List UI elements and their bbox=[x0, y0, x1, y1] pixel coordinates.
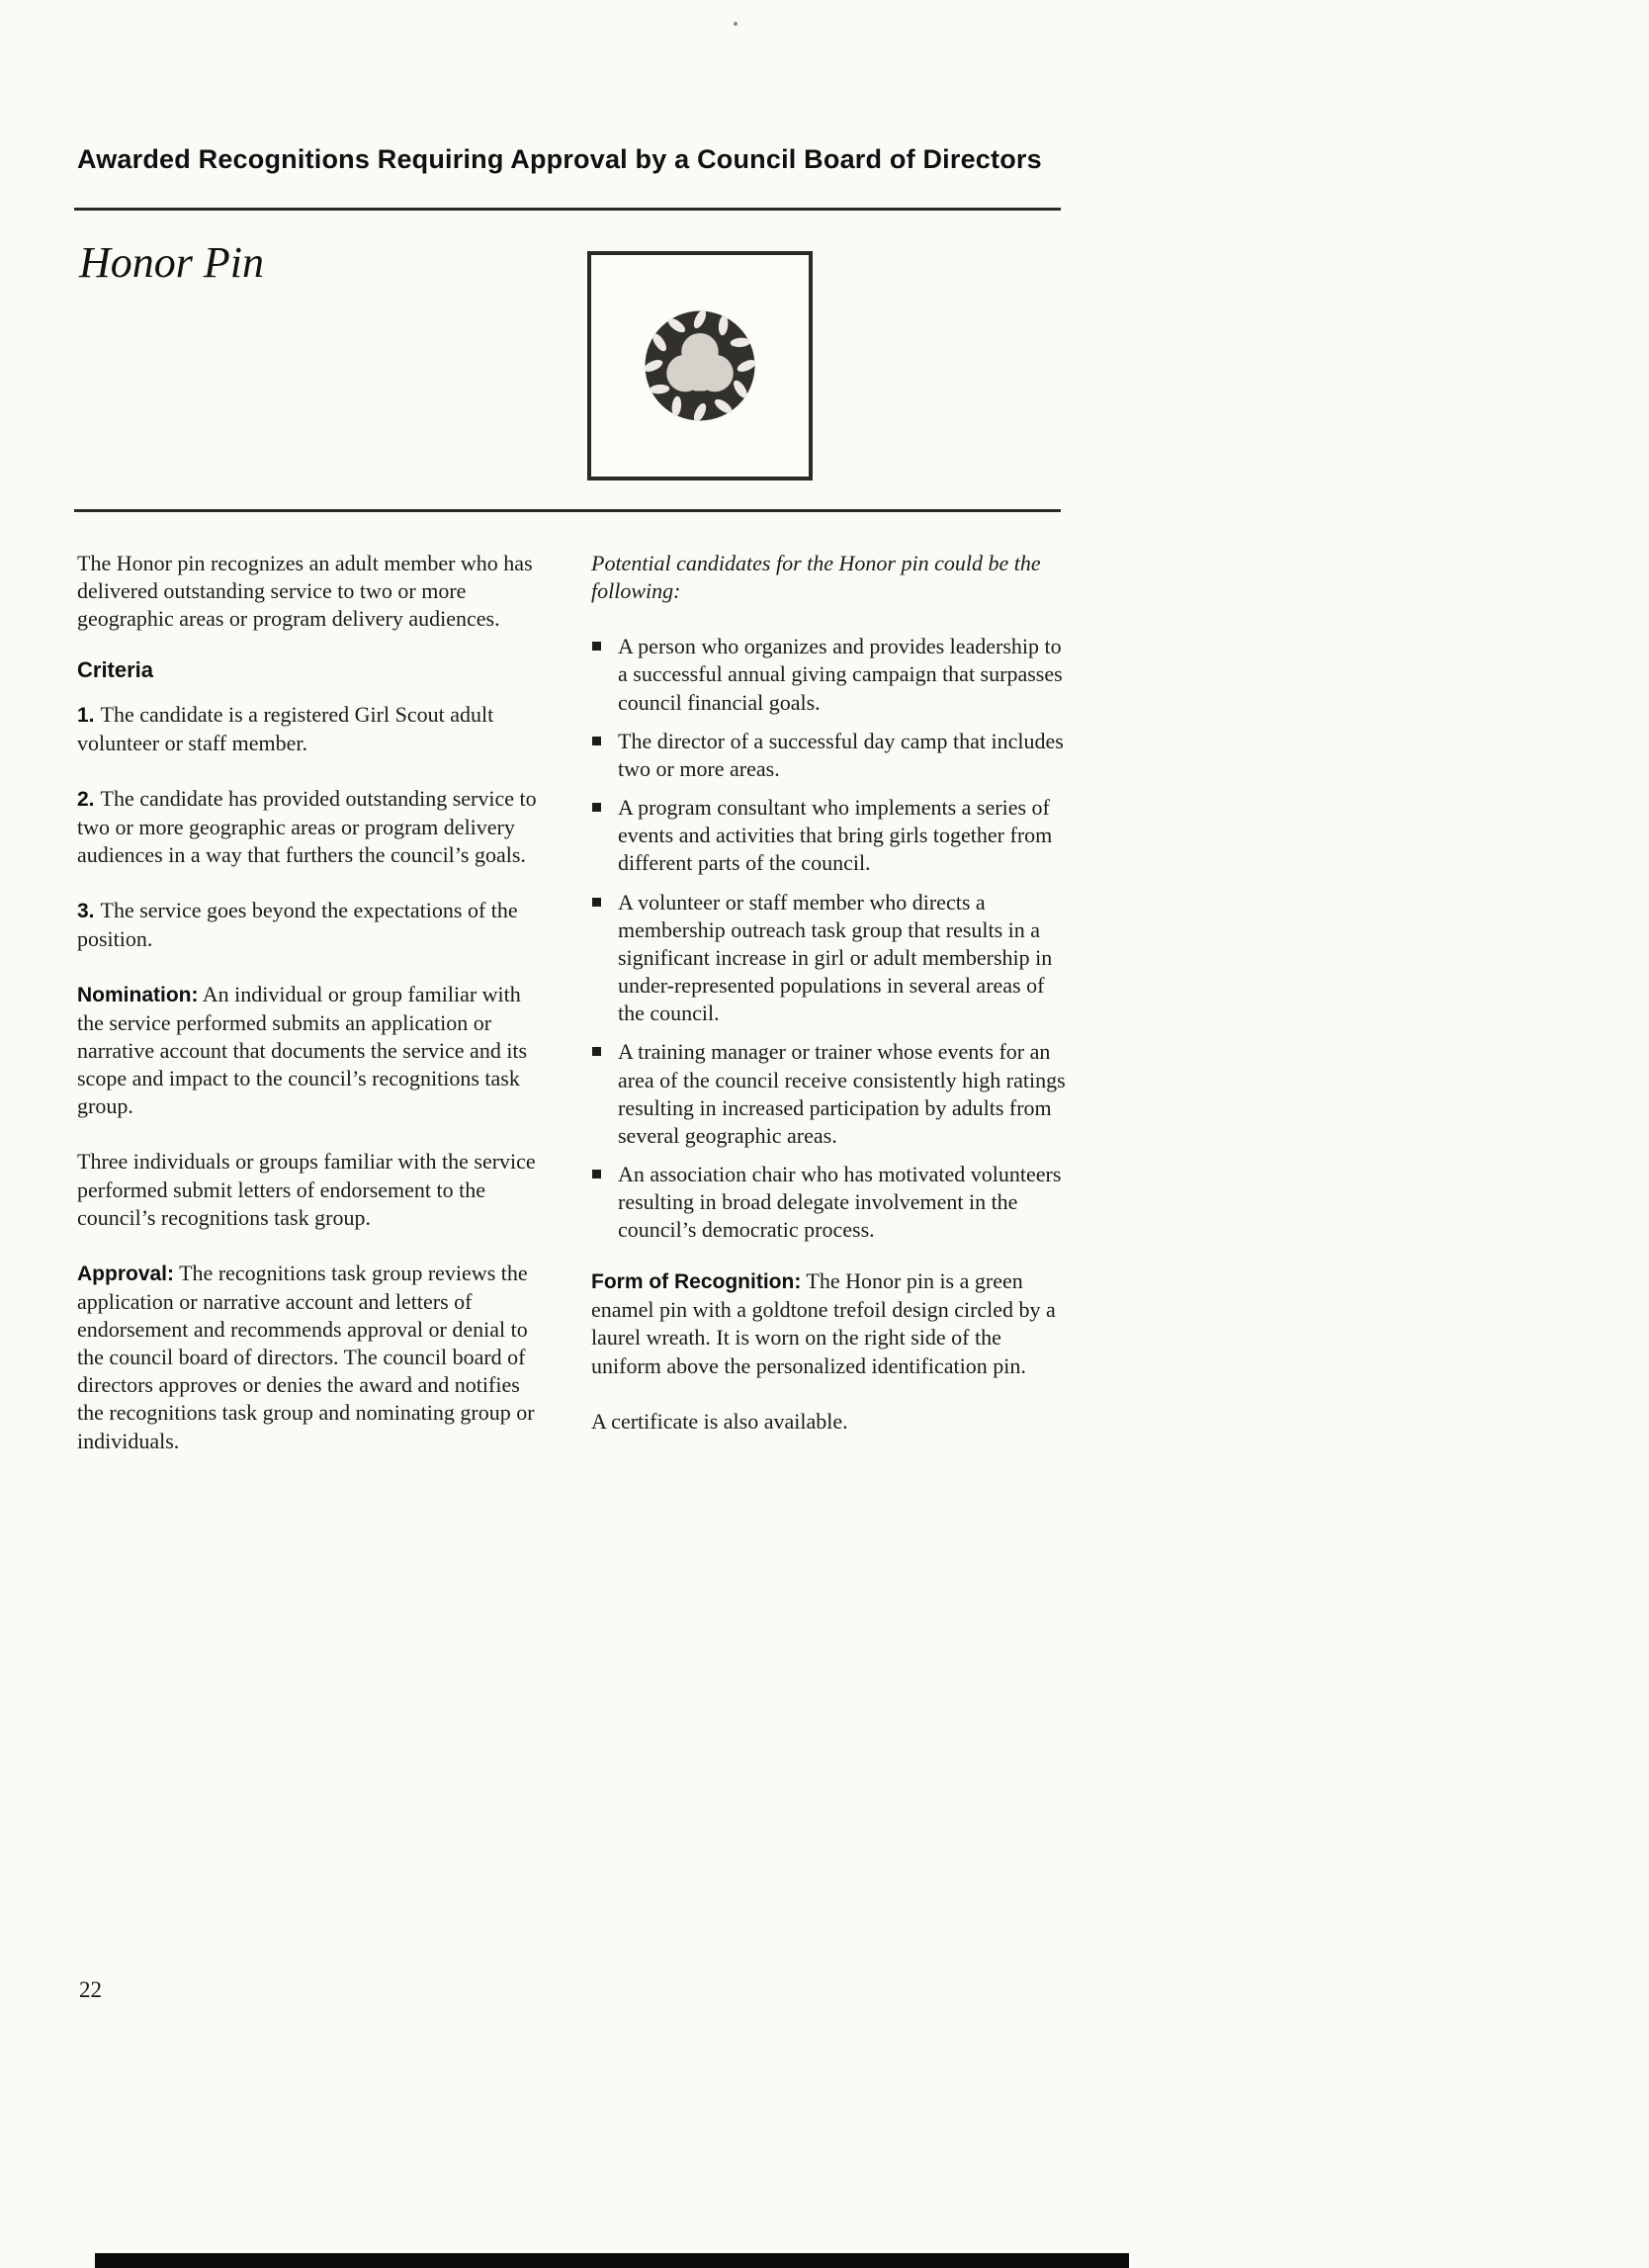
criteria-text: The service goes beyond the expectations of the position. bbox=[77, 897, 518, 951]
list-item-text: The director of a successful day camp that includes two or more areas. bbox=[618, 728, 1064, 781]
endorsement-paragraph: Three individuals or groups familiar with the service performed submit letters of endorsement to the council’s recognitions task group. bbox=[77, 1149, 536, 1230]
horizontal-rule-top bbox=[74, 208, 1061, 211]
page-title: Awarded Recognitions Requiring Approval by a Council Board of Directors bbox=[77, 144, 1042, 174]
list-item bbox=[591, 633, 1068, 716]
list-item bbox=[591, 794, 1068, 877]
criteria-number: 1. bbox=[77, 703, 95, 727]
bullet-square-icon bbox=[592, 642, 601, 651]
section-title: Honor Pin bbox=[79, 238, 264, 287]
scan-artifact-dot bbox=[734, 22, 738, 26]
approval-text: The recognitions task group reviews the application or narrative account and letters of endorsement and recommends approval or denial to the council board of directors. The council board of directors approves or denies the award and notifies the recognitions task group and nominating group or individuals. bbox=[77, 1260, 535, 1453]
nomination-text: An individual or group familiar with the service performed submits an application or narrative account that documents the service and its scope and impact to the council’s recognitions task group. bbox=[77, 981, 528, 1119]
list-item bbox=[591, 728, 1068, 783]
list-item bbox=[591, 889, 1068, 1028]
horizontal-rule-mid bbox=[74, 509, 1061, 512]
candidates-intro: Potential candidates for the Honor pin could be the following: bbox=[591, 551, 1041, 604]
honor-pin-image-frame bbox=[587, 251, 813, 480]
bullet-square-icon bbox=[592, 803, 601, 812]
honor-pin-illustration bbox=[626, 292, 774, 440]
scan-artifact-bar bbox=[95, 2253, 1129, 2268]
bullet-square-icon bbox=[592, 1170, 601, 1178]
list-item bbox=[591, 1038, 1068, 1150]
list-item-text: An association chair who has motivated volunteers resulting in broad delegate involvement in the council’s democratic process. bbox=[618, 1161, 1062, 1243]
form-of-recognition-label: Form of Recognition: bbox=[591, 1270, 802, 1294]
list-item-text: A volunteer or staff member who directs a membership outreach task group that results in a significant increase in girl or adult membership in under-represented populations in several areas of the council. bbox=[618, 889, 1053, 1026]
criteria-item bbox=[77, 897, 544, 953]
criteria-number: 3. bbox=[77, 899, 95, 922]
nomination-label: Nomination: bbox=[77, 983, 199, 1006]
criteria-heading: Criteria bbox=[77, 657, 154, 683]
list-item bbox=[591, 1161, 1068, 1244]
nomination-paragraph bbox=[77, 981, 544, 1121]
list-item-text: A training manager or trainer whose events for an area of the council receive consistently high ratings resulting in increased participation by adults from several geographic areas. bbox=[618, 1039, 1066, 1148]
form-of-recognition-text: The Honor pin is a green enamel pin with a goldtone trefoil design circled by a laurel wreath. It is worn on the right side of the uniform above the personalized identification pin. bbox=[591, 1268, 1056, 1378]
bullet-square-icon bbox=[592, 898, 601, 907]
form-of-recognition-paragraph bbox=[591, 1267, 1068, 1379]
criteria-item bbox=[77, 785, 544, 869]
bullet-square-icon bbox=[592, 1047, 601, 1056]
list-item-text: A program consultant who implements a series of events and activities that bring girls together from different parts of the council. bbox=[618, 795, 1053, 876]
page-number: 22 bbox=[79, 1977, 102, 2002]
criteria-item bbox=[77, 701, 544, 757]
left-column bbox=[77, 550, 544, 1483]
intro-paragraph: The Honor pin recognizes an adult member who has delivered outstanding service to two or more geographic areas or program delivery audiences. bbox=[77, 551, 533, 632]
list-item-text: A person who organizes and provides leadership to a successful annual giving campaign that surpasses council financial goals. bbox=[618, 634, 1063, 715]
certificate-note: A certificate is also available. bbox=[591, 1408, 848, 1434]
bullet-square-icon bbox=[592, 737, 601, 745]
criteria-text: The candidate has provided outstanding service to two or more geographic areas or program delivery audiences in a way that furthers the council’s goals. bbox=[77, 785, 537, 867]
approval-label: Approval: bbox=[77, 1262, 175, 1285]
criteria-number: 2. bbox=[77, 787, 95, 811]
approval-paragraph bbox=[77, 1260, 544, 1455]
criteria-text: The candidate is a registered Girl Scout adult volunteer or staff member. bbox=[77, 701, 494, 755]
candidates-list bbox=[591, 633, 1068, 1244]
right-column bbox=[591, 550, 1068, 1463]
